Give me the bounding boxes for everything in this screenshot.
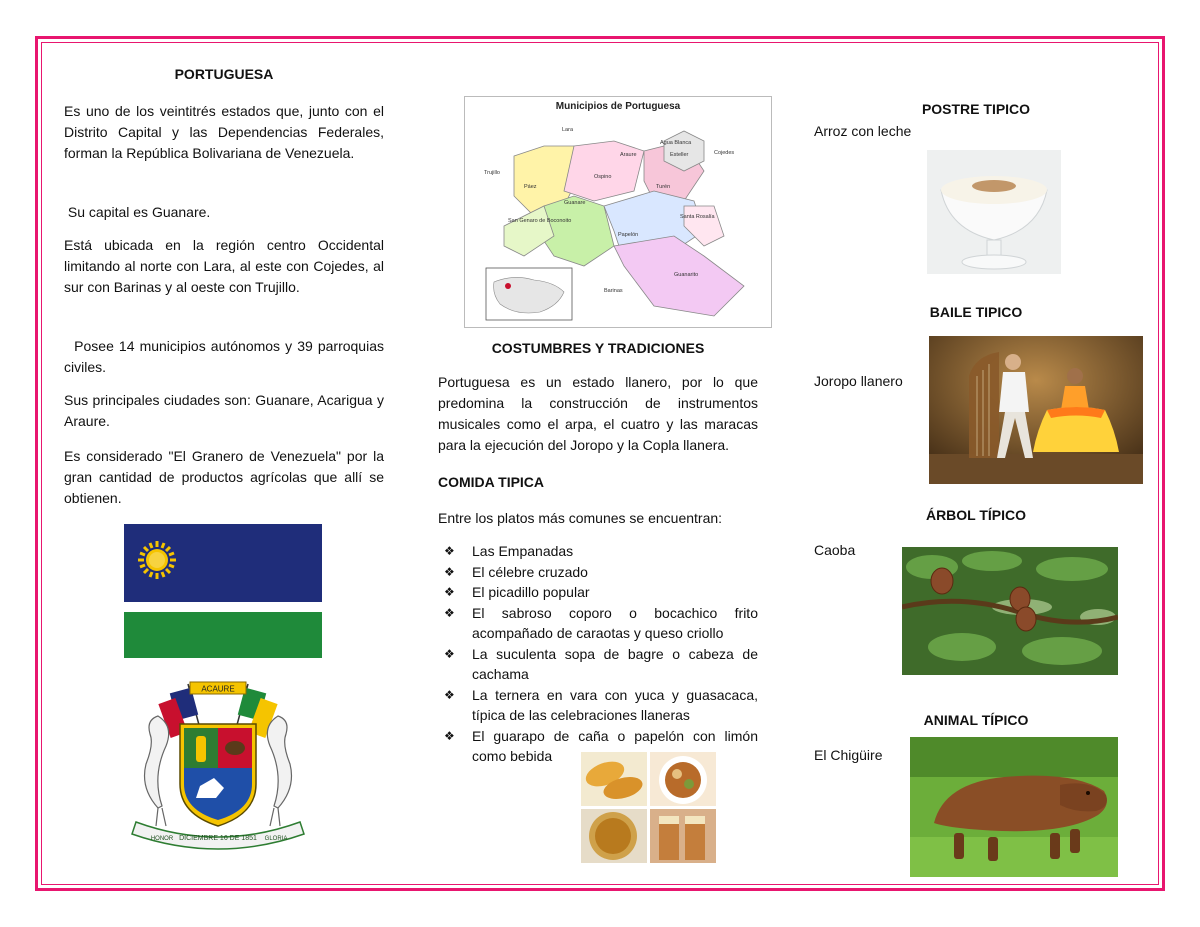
diamond-bullet-icon: ❖ <box>444 687 455 702</box>
list-item: ❖ Las Empanadas <box>438 541 758 562</box>
flag-green-band <box>124 612 322 658</box>
svg-text:Barinas: Barinas <box>604 288 623 294</box>
map-title: Municipios de Portuguesa <box>555 101 681 112</box>
granary-paragraph: Es considerado "El Granero de Venezuela" por la gran cantidad de productos agrícolas que allí se obtienen. <box>64 448 384 506</box>
svg-text:Guanare: Guanare <box>564 200 586 206</box>
list-item: ❖ La ternera en vara con yuca y guasacaca, típica de las celebraciones llaneras <box>444 686 758 723</box>
list-item: ❖ El picadillo popular <box>438 582 758 603</box>
tree-title: ÁRBOL TÍPICO <box>925 507 1027 523</box>
coat-of-arms-gloria: GLORIA <box>264 836 288 842</box>
location-paragraph: Está ubicada en la región centro Occidental limitando al norte con Lara, al este con Cojedes, al sur con Barinas y al oeste con Trujillo. <box>64 237 384 295</box>
svg-text:Papelón: Papelón <box>618 232 639 238</box>
coat-of-arms-top-text: ACAURE <box>201 684 235 694</box>
portuguesa-title: PORTUGUESA <box>174 66 274 82</box>
food-collage-photo <box>579 750 718 865</box>
dessert-photo <box>927 150 1061 274</box>
tree-name: Caoba <box>814 542 856 558</box>
dessert-name: Arroz con leche <box>814 123 912 139</box>
capital-paragraph: Su capital es Guanare. <box>64 204 211 220</box>
diamond-bullet-icon: ❖ <box>444 728 455 743</box>
dance-name: Joropo llanero <box>814 373 903 389</box>
diamond-bullet-icon: ❖ <box>444 544 455 558</box>
svg-text:Lara: Lara <box>562 127 574 133</box>
dance-photo <box>929 336 1143 484</box>
intro-paragraph: Es uno de los veintitrés estados que, junto con el Distrito Capital y las Dependencias Federales, forman la República Bolivariana de Venezuela. <box>64 103 384 161</box>
flag-white-band <box>124 602 322 612</box>
venezuela-inset-map <box>486 268 572 320</box>
svg-text:Araure: Araure <box>620 152 637 158</box>
diamond-bullet-icon: ❖ <box>444 564 455 579</box>
animal-title: ANIMAL TÍPICO <box>923 712 1029 728</box>
portuguesa-flag <box>124 524 322 658</box>
dance-title: BAILE TIPICO <box>929 304 1023 320</box>
dishes-list <box>438 541 758 767</box>
customs-paragraph: Portuguesa es un estado llanero, por lo que predomina la construcción de instrumentos musicales como el arpa, el cuatro y las maracas para la ejecución del Joropo y la Copla llanera. <box>438 374 758 453</box>
municipalities-map <box>464 96 772 328</box>
diamond-bullet-icon: ❖ <box>444 605 455 620</box>
dessert-title: POSTRE TIPICO <box>921 101 1031 117</box>
shield <box>180 724 256 826</box>
tree-photo <box>902 547 1118 675</box>
animal-photo <box>910 737 1118 877</box>
cities-paragraph: Sus principales ciudades son: Guanare, Acarigua y Araure. <box>64 392 384 429</box>
harp <box>969 352 999 458</box>
animal-name: El Chigüire <box>814 747 883 763</box>
list-item: ❖ El célebre cruzado <box>438 562 758 583</box>
svg-text:Esteller: Esteller <box>670 152 689 158</box>
svg-text:San Genaro de Boconoito: San Genaro de Boconoito <box>508 218 572 224</box>
diamond-bullet-icon: ❖ <box>444 585 455 599</box>
coat-of-arms-emblem <box>128 676 308 854</box>
svg-text:Páez: Páez <box>524 184 537 190</box>
list-item: ❖ El sabroso coporo o bocachico frito acompañado de caraotas y queso criollo <box>444 604 758 641</box>
food-title: COMIDA TIPICA <box>438 474 545 490</box>
list-item: ❖ El guarapo de caña o papelón con limón como bebida <box>444 727 758 764</box>
coat-of-arms-honor: HONOR <box>150 836 174 842</box>
municipalities-paragraph: Posee 14 municipios autónomos y 39 parroquias civiles. <box>64 338 388 375</box>
svg-text:Ospino: Ospino <box>594 174 612 180</box>
coat-of-arms-date: DICIEMBRE 16 DE 1851 <box>179 835 257 842</box>
customs-title: COSTUMBRES Y TRADICIONES <box>491 340 705 356</box>
diamond-bullet-icon: ❖ <box>444 646 455 661</box>
heron-right <box>267 716 291 826</box>
svg-text:Cojedes: Cojedes <box>714 150 735 156</box>
heron-left <box>145 716 169 826</box>
svg-text:Guanarito: Guanarito <box>674 272 699 278</box>
list-item: ❖ La suculenta sopa de bagre o cabeza de cachama <box>444 645 758 682</box>
svg-text:Agua Blanca: Agua Blanca <box>660 140 692 146</box>
svg-text:Turén: Turén <box>656 184 671 190</box>
svg-text:Trujillo: Trujillo <box>484 170 500 176</box>
svg-text:Santa Rosalía: Santa Rosalía <box>680 214 715 220</box>
food-intro: Entre los platos más comunes se encuentran: <box>438 510 723 526</box>
